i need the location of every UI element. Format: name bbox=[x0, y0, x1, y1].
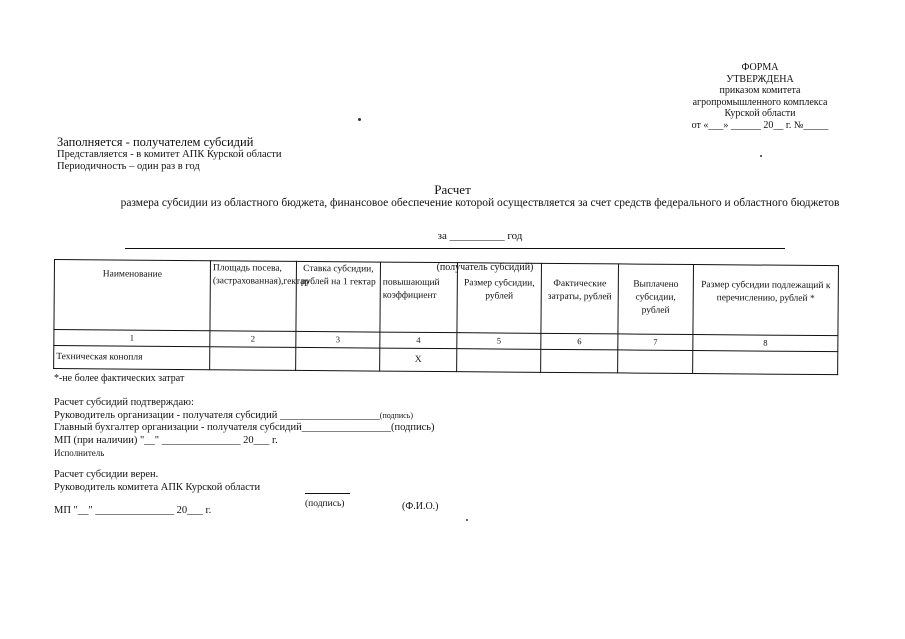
rate-cell bbox=[296, 347, 380, 371]
coefficient-cell: Х bbox=[380, 348, 457, 372]
committee-head-text: Руководитель комитета АПК Курской области bbox=[54, 482, 261, 493]
area-cell bbox=[210, 347, 296, 371]
approval-order-line: приказом комитета bbox=[719, 85, 801, 96]
actual-costs-cell bbox=[541, 349, 618, 373]
document-subtitle: размера субсидии из областного бюджета, финансовое обеспечение которой осуществляется за счет средств федерального и областного бюджетов bbox=[120, 197, 840, 209]
submitted-to-text: Представляется - в комитет АПК Курской области bbox=[57, 148, 282, 160]
header-cell: Размер субсидии, рублей bbox=[457, 263, 542, 334]
column-number: 5 bbox=[457, 333, 541, 350]
committee-block bbox=[54, 468, 260, 494]
scan-speck bbox=[760, 155, 762, 157]
approval-approved-label: УТВЕРЖДЕНА bbox=[726, 73, 794, 85]
committee-signature-label: (подпись) bbox=[305, 499, 345, 509]
confirmation-block bbox=[54, 397, 435, 460]
column-number: 2 bbox=[210, 331, 296, 348]
table-row bbox=[54, 346, 838, 375]
committee-fio-label: (Ф.И.О.) bbox=[402, 501, 439, 512]
document-title: Расчет bbox=[434, 182, 471, 197]
column-number: 4 bbox=[380, 332, 457, 349]
filled-by-text: Заполняется - получателем субсидий bbox=[57, 135, 254, 149]
crop-name-cell: Техническая конопля bbox=[54, 346, 210, 370]
scan-speck bbox=[358, 118, 361, 121]
head-signature-label: (подпись) bbox=[379, 410, 413, 420]
accountant-signature-label: (подпись) bbox=[390, 422, 435, 433]
accountant-signature-line bbox=[54, 422, 435, 435]
subsidy-amount-cell bbox=[457, 349, 541, 373]
periodicity-text: Периодичность – один раз в год bbox=[57, 161, 200, 172]
fill-info-block bbox=[57, 136, 282, 174]
header-cell: Фактические затраты, рублей bbox=[541, 263, 619, 334]
approval-committee-line: агропромышленного комплекса bbox=[692, 96, 828, 108]
approval-date-line: от «___» ______ 20__ г. №_____ bbox=[691, 119, 829, 131]
committee-stamp-date-line: МП "__" _______________ 20___ г. bbox=[54, 505, 212, 516]
committee-signature-underline bbox=[305, 493, 350, 494]
transfer-amount-cell bbox=[693, 351, 838, 375]
footnote: *-не более фактических затрат bbox=[54, 373, 185, 384]
executor-label: Исполнитель bbox=[54, 448, 105, 458]
approval-region-line: Курской области bbox=[724, 108, 796, 119]
header-cell: Выплачено субсидии, рублей bbox=[618, 264, 694, 335]
stamp-date-line: МП (при наличии) "__" _______________ 20___ г. bbox=[54, 434, 278, 446]
column-number: 8 bbox=[693, 335, 838, 352]
approval-block bbox=[660, 62, 860, 131]
approval-form-label: ФОРМА bbox=[741, 62, 779, 73]
header-cell: Наименование bbox=[54, 260, 211, 331]
scan-speck bbox=[466, 519, 468, 521]
head-signature-text: Руководитель организации - получателя субсидий ___________________ bbox=[54, 409, 380, 421]
column-number: 7 bbox=[618, 334, 693, 351]
column-number: 3 bbox=[296, 331, 380, 348]
column-number: 1 bbox=[54, 330, 210, 347]
header-cell: Площадь посева,(застрахованная),гектар bbox=[210, 261, 297, 332]
recipient-label: (получатель субсидий) bbox=[436, 262, 534, 273]
recipient-underline bbox=[125, 248, 785, 249]
header-cell: Ставка субсидии, рублей на 1 гектар bbox=[296, 261, 381, 332]
subsidy-table bbox=[53, 259, 839, 375]
verified-text: Расчет субсидии верен. bbox=[54, 469, 159, 480]
accountant-signature-text: Главный бухгалтер организации - получателя субсидий_________________ bbox=[54, 422, 391, 433]
period-line: за __________ год bbox=[437, 230, 523, 242]
head-signature-line bbox=[54, 410, 435, 423]
header-cell: Размер субсидии подлежащий к перечислению, рублей * bbox=[693, 265, 839, 336]
confirmation-heading: Расчет субсидий подтверждаю: bbox=[54, 397, 194, 408]
header-cell: повышающий коэффициент bbox=[380, 262, 458, 333]
column-number: 6 bbox=[541, 333, 618, 350]
paid-cell bbox=[618, 350, 693, 374]
